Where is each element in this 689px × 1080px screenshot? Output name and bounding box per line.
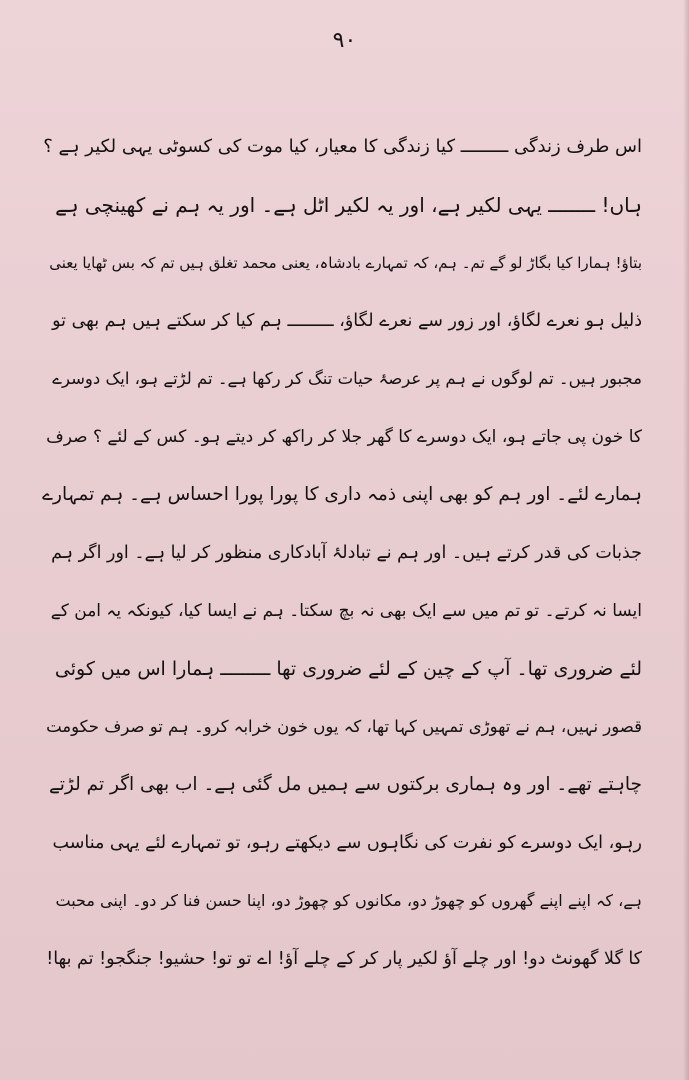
text-line: قصور نہیں، ہم نے تھوڑی تمہیں کہا تھا، کہ یوں خون خرابہ کرو۔ ہم تو صرف حکومت bbox=[46, 717, 642, 736]
text-line: مجبور ہیں۔ تم لوگوں نے ہم پر عرصۂ حیات تنگ کر رکھا ہے۔ تم لڑتے ہو، ایک دوسرے bbox=[52, 369, 642, 388]
text-line: کا خون پی جاتے ہو، ایک دوسرے کا گھر جلا کر راکھ کر دیتے ہو۔ کس کے لئے ؟ صرف bbox=[46, 427, 642, 447]
text-line: چاہتے تھے۔ اور وہ ہماری برکتوں سے ہمیں مل گئی ہے۔ اب بھی اگر تم لڑتے bbox=[48, 774, 642, 795]
text-line: جذبات کی قدر کرتے ہیں۔ اور ہم نے تبادلۂ آبادکاری منظور کر لیا ہے۔ اور اگر ہم bbox=[51, 543, 642, 563]
text-line: ایسا نہ کرتے۔ تو تم میں سے ایک بھی نہ بچ سکتا۔ ہم نے ایسا کیا، کیونکہ یہ امن کے bbox=[50, 601, 642, 621]
text-line: بتاؤ! ہمارا کیا بگاڑ لو گے تم۔ ہم، کہ تمہارے بادشاہ، یعنی محمد تغلق ہیں تم کہ بس ٹھایا یعنی bbox=[49, 254, 642, 272]
text-line: ہاں! ــــــــ یہی لکیر ہے، اور یہ لکیر اٹل ہے۔ اور یہ ہم نے کھینچی ہے bbox=[55, 193, 642, 217]
text-line: لئے ضروری تھا۔ آپ کے چین کے لئے ضروری تھا ـــــــــ ہمارا اس میں کوئی bbox=[54, 658, 642, 680]
page-number: ۹۰ bbox=[332, 28, 357, 53]
page-text-body bbox=[42, 118, 642, 988]
text-line: کا گلا گھونٹ دو! اور چلے آؤ لکیر پار کر کے چلے آؤ! اے تو تو! حشیو! جنگجو! تم بھا! bbox=[46, 949, 642, 969]
text-line: ذلیل ہو نعرے لگاؤ، اور زور سے نعرے لگاؤ، ـــــــــ ہم کیا کر سکتے ہیں ہم بھی تو bbox=[52, 311, 642, 331]
text-line: ہے، کہ اپنے اپنے گھروں کو چھوڑ دو، مکانوں کو چھوڑ دو، اپنا حسن فنا کر دو۔ اپنی محبت bbox=[55, 891, 642, 910]
text-line: ہمارے لئے۔ اور ہم کو بھی اپنی ذمہ داری کا پورا پورا احساس ہے۔ ہم تمہارے bbox=[42, 484, 642, 505]
text-line: اس طرف زندگی ـــــــــ کیا زندگی کا معیار، کیا موت کی کسوٹی یہی لکیر ہے ؟ bbox=[43, 136, 642, 157]
text-line: رہو، ایک دوسرے کو نفرت کی نگاہوں سے دیکھتے رہو، تو تمہارے لئے یہی مناسب bbox=[52, 833, 642, 853]
